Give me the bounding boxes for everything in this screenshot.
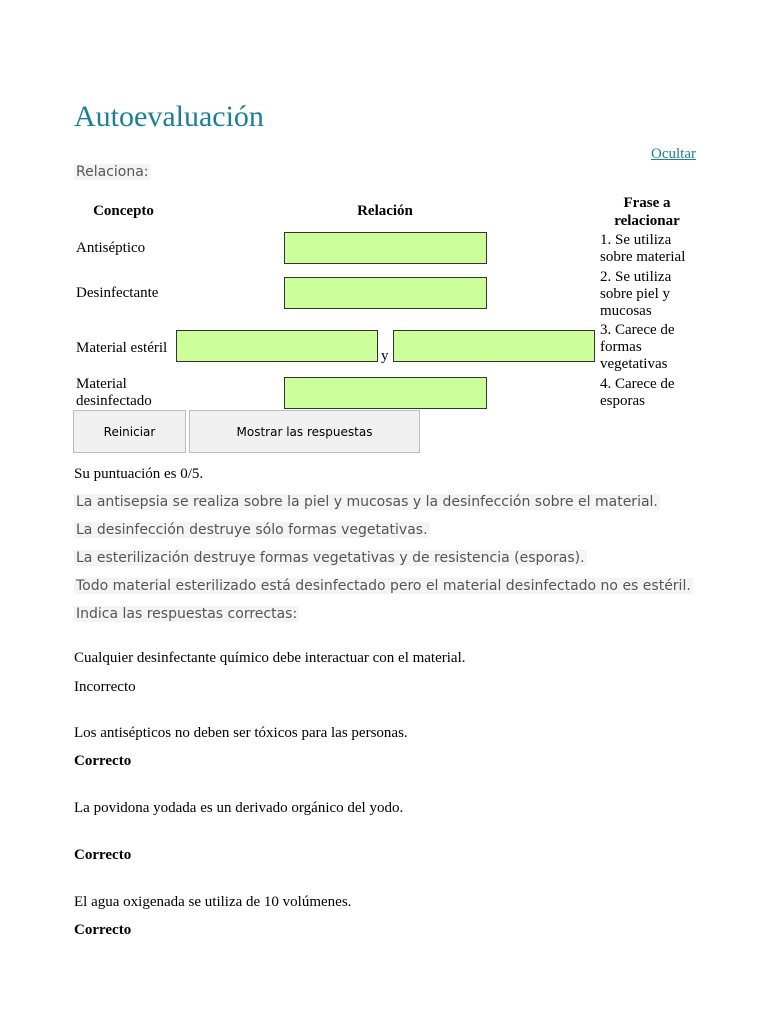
feedback-line: La desinfección destruye sólo formas vegetativas. <box>76 522 428 538</box>
drop-zone-material-esteril-2[interactable] <box>393 330 595 362</box>
phrase-4[interactable]: 4. Carece de esporas <box>600 376 675 409</box>
show-answers-button[interactable]: Mostrar las respuestas <box>189 410 420 453</box>
header-frase: Frase a relacionar <box>614 195 680 229</box>
phrase-3[interactable]: 3. Carece de formas vegetativas <box>600 322 675 372</box>
answer-text: Correcto <box>74 753 132 769</box>
header-relacion: Relación <box>357 203 413 219</box>
concept-antiseptico: Antiséptico <box>76 240 146 256</box>
phrase-1[interactable]: 1. Se utiliza sobre material <box>600 232 686 265</box>
connector-y: y <box>381 348 389 364</box>
drop-zone-antiseptico[interactable] <box>284 232 487 264</box>
question-text: La povidona yodada es un derivado orgánico del yodo. <box>74 800 404 816</box>
feedback-line: La esterilización destruye formas vegetativas y de resistencia (esporas). <box>76 550 585 566</box>
concept-desinfectante: Desinfectante <box>76 285 159 301</box>
header-concepto: Concepto <box>93 203 154 219</box>
concept-material-desinfectado: Material desinfectado <box>76 376 152 409</box>
score-text: Su puntuación es 0/5. <box>74 466 204 482</box>
indicate-instruction: Indica las respuestas correctas: <box>76 606 298 622</box>
reset-button[interactable]: Reiniciar <box>73 410 186 453</box>
page-title: Autoevaluación <box>74 100 264 133</box>
feedback-line: Todo material esterilizado está desinfectado pero el material desinfectado no es estéril. <box>76 578 691 594</box>
drop-zone-material-esteril-1[interactable] <box>176 330 378 362</box>
answer-text: Incorrecto <box>74 679 136 695</box>
question-text: El agua oxigenada se utiliza de 10 volúmenes. <box>74 894 352 910</box>
answer-text: Correcto <box>74 922 132 938</box>
drop-zone-material-desinfectado[interactable] <box>284 377 487 409</box>
drop-zone-desinfectante[interactable] <box>284 277 487 309</box>
question-text: Los antisépticos no deben ser tóxicos para las personas. <box>74 725 408 741</box>
phrase-2[interactable]: 2. Se utiliza sobre piel y mucosas <box>600 269 672 319</box>
question-text: Cualquier desinfectante químico debe interactuar con el material. <box>74 650 466 666</box>
instruction: Relaciona: <box>76 164 149 180</box>
answer-text: Correcto <box>74 847 132 863</box>
feedback-line: La antisepsia se realiza sobre la piel y mucosas y la desinfección sobre el material. <box>76 494 658 510</box>
hide-link[interactable]: Ocultar <box>651 146 696 162</box>
concept-material-esteril: Material estéril <box>76 340 168 356</box>
